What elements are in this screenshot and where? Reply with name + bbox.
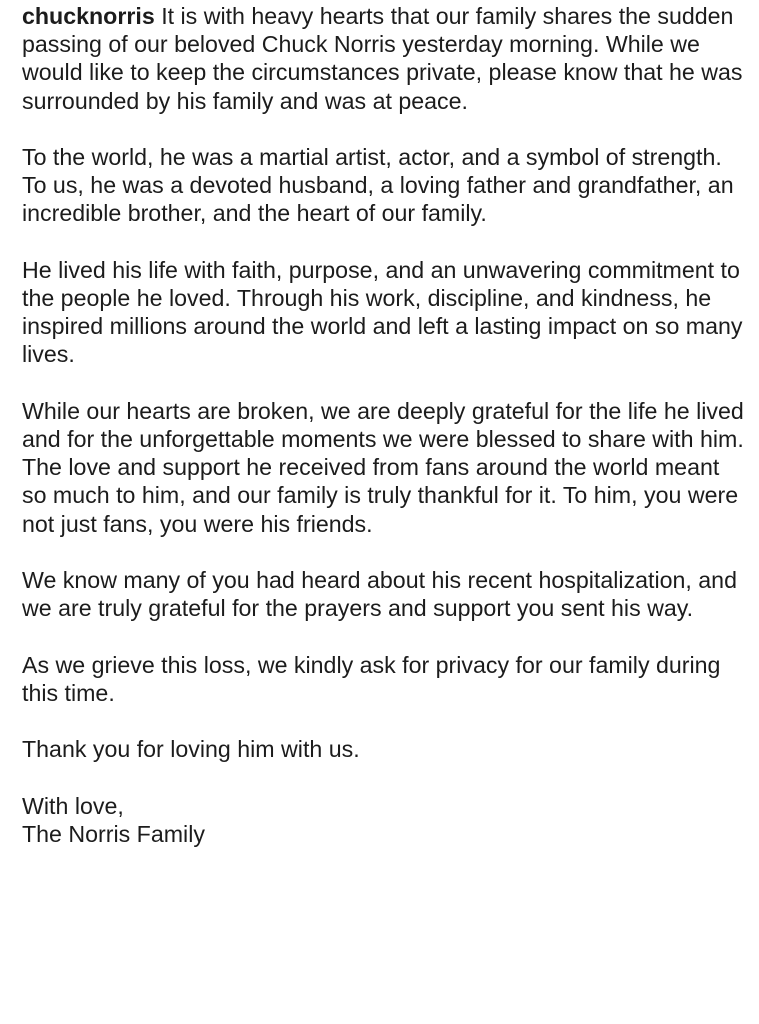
caption-paragraph: While our hearts are broken, we are deeply grateful for the life he lived and for the unforgettable moments we were blessed to share with him. The love and support he received from fans around the world meant so much to him, and our family is truly thankful for it. To him, you were not just fans, you were his friends. — [22, 397, 744, 537]
post-caption — [22, 2, 744, 848]
caption-paragraph — [22, 2, 744, 115]
caption-paragraph: Thank you for loving him with us. — [22, 736, 360, 763]
signature-text: The Norris Family — [22, 820, 205, 847]
signoff-text: With love, — [22, 792, 124, 819]
caption-paragraph: As we grieve this loss, we kindly ask for privacy for our family during this time. — [22, 651, 721, 706]
caption-signature-block — [22, 792, 744, 848]
caption-text: It is with heavy hearts that our family shares the sudden passing of our beloved Chuck Norris yesterday morning. While we would like to keep the circumstances private, please know that he was surrounded by his family and was at peace. — [22, 3, 743, 114]
username-link[interactable]: chucknorris — [22, 3, 155, 29]
caption-paragraph: We know many of you had heard about his recent hospitalization, and we are truly grateful for the prayers and support you sent his way. — [22, 567, 737, 622]
caption-paragraph: He lived his life with faith, purpose, and an unwavering commitment to the people he loved. Through his work, discipline, and kindness, he inspired millions around the world and left a lasting impact on so many lives. — [22, 256, 743, 368]
caption-paragraph: To the world, he was a martial artist, actor, and a symbol of strength. To us, he was a devoted husband, a loving father and grandfather, an incredible brother, and the heart of our family. — [22, 144, 734, 227]
